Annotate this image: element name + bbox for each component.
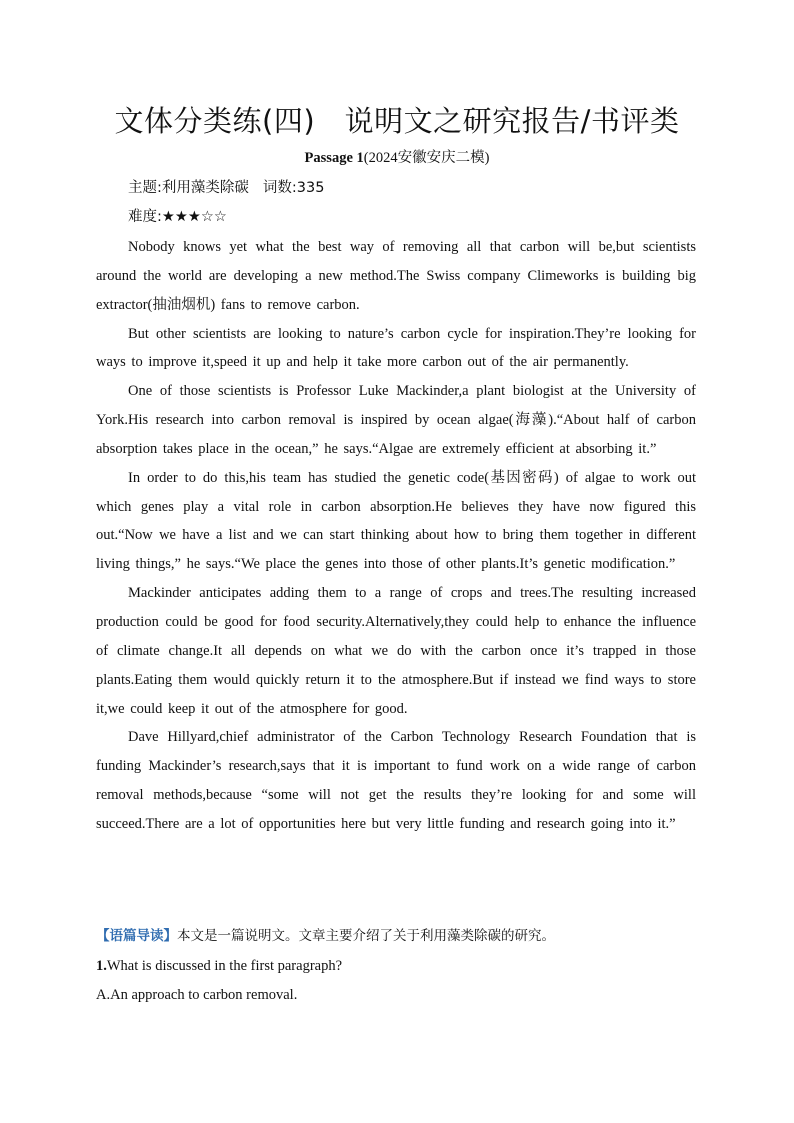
paragraph-3: One of those scientists is Professor Luke Mackinder,a plant biologist at the University of York.His research into carbon removal is inspired by ocean algae(海藻).“About half of carbon absorption takes place in the ocean,” he says.“Algae are extremely efficient at absorbing it.” bbox=[96, 383, 696, 457]
page-title: 文体分类练(四) 说明文之研究报告/书评类 bbox=[114, 104, 680, 138]
reading-guide bbox=[96, 925, 716, 947]
question-1 bbox=[96, 955, 716, 977]
passage-subtitle bbox=[0, 148, 794, 168]
passage-source: (2024安徽安庆二模) bbox=[363, 150, 490, 166]
question-number: 1. bbox=[96, 958, 107, 974]
reading-guide-tag: 【语篇导读】 bbox=[96, 928, 177, 944]
reading-guide-text: 本文是一篇说明文。文章主要介绍了关于利用藻类除碳的研究。 bbox=[177, 928, 555, 944]
word-count-value: 335 bbox=[296, 180, 325, 196]
paragraph-4: In order to do this,his team has studied the genetic code(基因密码) of algae to work out which genes play a vital role in carbon absorption.He believes they have now figured this out.“Now we have a list and we can start thinking about how to bring them together in different living things,” he says.“We place the genes into those of other plants.It’s genetic modification.” bbox=[96, 469, 696, 573]
question-text: What is discussed in the first paragraph? bbox=[106, 958, 343, 974]
topic-label: 主题: bbox=[128, 180, 162, 196]
topic-value: 利用藻类除碳 bbox=[161, 180, 249, 196]
difficulty-line bbox=[128, 207, 227, 227]
passage-body bbox=[96, 233, 696, 839]
difficulty-stars: ★★★☆☆ bbox=[161, 209, 227, 225]
topic-line bbox=[128, 178, 324, 198]
passage-label: Passage 1 bbox=[304, 150, 364, 166]
question-1-option-a: A.An approach to carbon removal. bbox=[96, 987, 298, 1003]
paragraph-5: Mackinder anticipates adding them to a range of crops and trees.The resulting increased production could be good for food security.Alternatively,they could help to enhance the influence of climate change.It all depends on what we do with the carbon once it’s trapped in those plants.Eating them would quickly return it to the atmosphere.But if instead we find ways to store it,we could keep it out of the atmosphere for good. bbox=[96, 585, 696, 717]
paragraph-1: Nobody knows yet what the best way of removing all that carbon will be,but scientists around the world are developing a new method.The Swiss company Climeworks is building big extractor(抽油烟机) fans to remove carbon. bbox=[96, 239, 696, 313]
paragraph-2: But other scientists are looking to nature’s carbon cycle for inspiration.They’re looking for ways to improve it,speed it up and help it take more carbon out of the air permanently. bbox=[96, 325, 696, 371]
paragraph-6: Dave Hillyard,chief administrator of the Carbon Technology Research Foundation that is funding Mackinder’s research,says that it is important to fund work on a wide range of carbon removal methods,because “some will not get the results they’re looking for and some will succeed.There are a lot of opportunities here but very little funding and research going into it.” bbox=[96, 729, 696, 832]
difficulty-label: 难度: bbox=[128, 209, 162, 225]
word-count-label: 词数: bbox=[262, 180, 297, 196]
